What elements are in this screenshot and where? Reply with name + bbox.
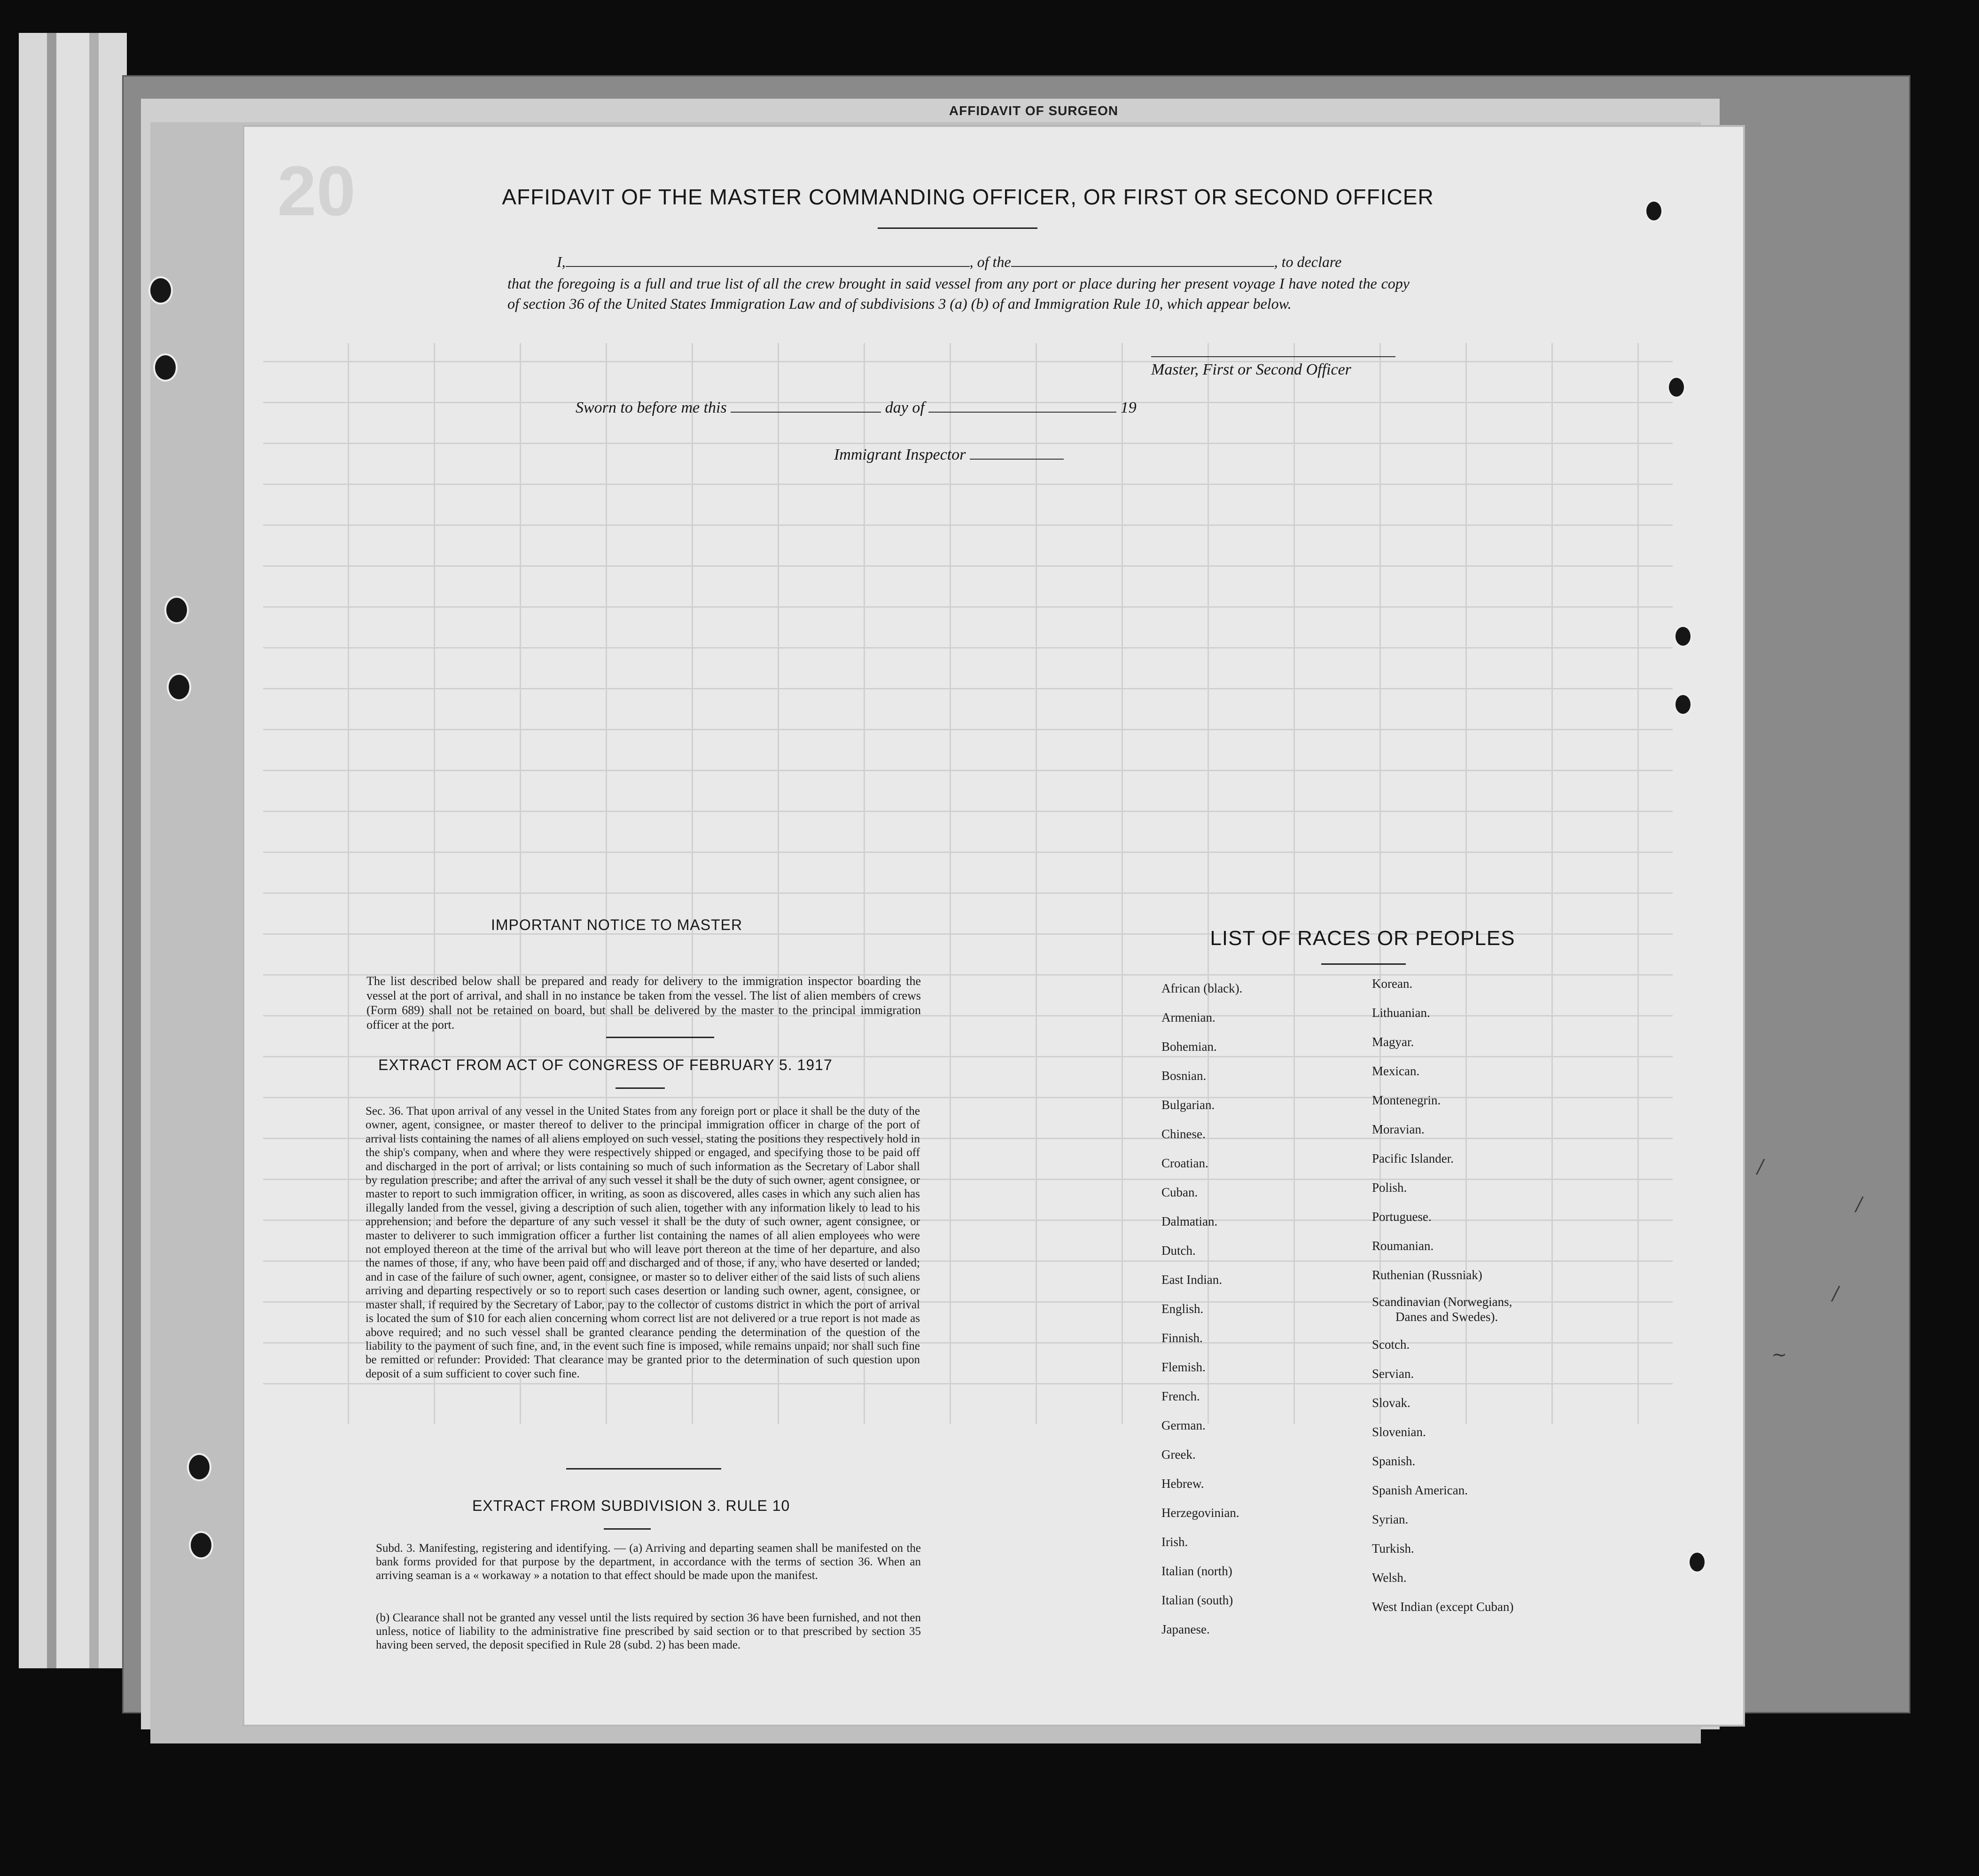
race-item: Hebrew.: [1161, 1477, 1204, 1491]
stacked-page-edges: [19, 33, 127, 1668]
race-item: Lithuanian.: [1372, 1006, 1430, 1020]
title-rule: [878, 227, 1037, 229]
race-item: Scandinavian (Norwegians,: [1372, 1295, 1512, 1309]
race-item: Montenegrin.: [1372, 1093, 1441, 1107]
day-of-text: day of: [885, 399, 925, 416]
race-item: Spanish American.: [1372, 1483, 1468, 1497]
race-item: Italian (north): [1161, 1564, 1232, 1578]
race-item: Polish.: [1372, 1180, 1407, 1195]
punch-hole: [164, 596, 189, 624]
punch-hole: [187, 1453, 211, 1481]
race-item: Danes and Swedes).: [1395, 1310, 1498, 1324]
race-item: Japanese.: [1161, 1622, 1210, 1636]
race-item: Ruthenian (Russniak): [1372, 1268, 1482, 1282]
race-item: Spanish.: [1372, 1454, 1416, 1468]
handwritten-mark: ~: [1771, 1344, 1787, 1366]
punch-hole: [1674, 693, 1692, 716]
header-label: AFFIDAVIT OF SURGEON: [949, 103, 1119, 118]
race-item-two-line: [1372, 1290, 1513, 1330]
race-item: Moravian.: [1372, 1122, 1425, 1136]
race-item: Flemish.: [1161, 1360, 1206, 1374]
race-item: East Indian.: [1161, 1273, 1222, 1287]
race-item: Slovak.: [1372, 1396, 1410, 1410]
to-declare-text: , to declare: [1274, 253, 1342, 270]
races-title: LIST OF RACES OR PEOPLES: [1210, 927, 1515, 950]
punch-hole: [189, 1531, 213, 1559]
signature-title: [1151, 356, 1395, 379]
handwritten-mark: /: [1757, 1156, 1764, 1178]
extract-rule-text-a: Subd. 3. Manifesting, registering and identifying. — (a) Arriving and departing seamen shall be manifested on the bank forms provided for that purpose by the department, in accordance with the terms of section 36. When an arriving seaman is a « workaway » a notation to that effect should be made upon the manifest.: [376, 1542, 921, 1582]
races-right-column: [1372, 969, 1513, 1621]
extract-act-text: Sec. 36. That upon arrival of any vessel in the United States from any foreign port or place it shall be the duty of the owner, agent, consignee, or master thereof to deliver to the principal immigration officer in charge of the port of arrival lists containing the names of all aliens employed on such vessel, stating the positions they respectively hold in the ship's company, when and where they were respectively shipped or engaged, and specifying those to be paid off and discharged in the port of arrival; or lists containing so much of such information as the Secretary of Labor shall by regulation prescribe; and after the arrival of any such vessel it shall be the duty of such owner, agent consignee, or master to report to such immigration officer, in writing, as soon as discovered, alles cases in which any such alien has illegally landed from the vessel, giving a description of such alien, together with any information likely to lead to his apprehension; and before the departure of any such vessel it shall be the duty of such owner, agent consignee, or master to deliverer to such immigration officer a further list containing the names of all alien employees who were not employed thereon at the time of the arrival but who will leave port thereon at the time of her departure, and also the names of those, if any, who have been paid off and discharged and of those, if any, who have deserted or landed; and in case of the failure of such owner, agent, consignee, or master so to deliver either of the said lists of such aliens arriving and departing respectively or so to report such cases desertion or landing such owner, agent, consignee, or master shall, if required by the Secretary of Labor, pay to the collector of customs district in which the port of arrival is located the sum of $10 for each alien concerning whom correct list are not delivered or a true report is not made as above required; and no such vessel shall be granted clearance pending the determination of the question of the liability to the payment of such fine, and, in the event such fine is imposed, while remains unpaid; nor shall such fine be remitted or refunder: Provided: That clearance may be granted prior to the determination of such question upon deposit of a sum sufficient to cover such fine.: [366, 1105, 920, 1380]
extract-rule-heading: EXTRACT FROM SUBDIVISION 3. RULE 10: [472, 1497, 790, 1514]
sworn-day-field[interactable]: [731, 399, 881, 413]
declaration-body: that the foregoing is a full and true list of all the crew brought in said vessel from any port or place during her present voyage I have noted the copy of section 36 of the United States Immigration Law and of subdivisions 3 (a) (b) of and Immigration Rule 10, which appear below.: [507, 275, 1410, 312]
extract-act-end-rule: [566, 1468, 721, 1470]
declaration-line: [557, 253, 1426, 271]
declarant-prefix: I,: [557, 253, 566, 270]
race-item: Cuban.: [1161, 1185, 1198, 1199]
race-item: Irish.: [1161, 1535, 1188, 1549]
sworn-line: [576, 399, 1137, 417]
race-item: Servian.: [1372, 1367, 1414, 1381]
race-item: Chinese.: [1161, 1127, 1206, 1141]
race-item: French.: [1161, 1389, 1200, 1403]
race-item: Bosnian.: [1161, 1069, 1207, 1083]
race-item: Scotch.: [1372, 1337, 1410, 1352]
race-item: Dutch.: [1161, 1243, 1196, 1258]
race-item: Magyar.: [1372, 1035, 1414, 1049]
sworn-month-field[interactable]: [928, 399, 1116, 413]
extract-act-heading: EXTRACT FROM ACT OF CONGRESS OF FEBRUARY 5. 1917: [378, 1056, 833, 1073]
declarant-name-field[interactable]: [566, 253, 970, 267]
inspector-signature-field[interactable]: [970, 446, 1064, 460]
races-left-column: [1161, 974, 1242, 1644]
page-number: 20: [277, 151, 356, 230]
race-item: German.: [1161, 1418, 1206, 1432]
extract-rule-text-b: (b) Clearance shall not be granted any vessel until the lists required by section 36 have been furnished, and not then unless, notice of liability to the administrative fine prescribed by said section or to that prescribed by section 35 having been served, the deposit specified in Rule 28 (subd. 2) has been made.: [376, 1611, 921, 1651]
race-item: Roumanian.: [1372, 1239, 1434, 1253]
handwritten-mark: /: [1856, 1194, 1862, 1215]
inspector-text: Immigrant Inspector: [834, 446, 966, 463]
race-item: Italian (south): [1161, 1593, 1233, 1607]
race-item: Syrian.: [1372, 1512, 1409, 1526]
race-item: Portuguese.: [1372, 1210, 1432, 1224]
race-item: Herzegovinian.: [1161, 1506, 1239, 1520]
notice-text: The list described below shall be prepared and ready for delivery to the immigration inspector boarding the vessel at the port of arrival, and shall in no instance be taken from the vessel. The list of alien members of crews (Form 689) shall not be retained on board, but shall be delivered by the master to the principal immigration officer at the port.: [366, 974, 921, 1032]
race-item: Greek.: [1161, 1447, 1196, 1462]
race-item: Welsh.: [1372, 1571, 1407, 1585]
signature-caption: Master, First or Second Officer: [1151, 361, 1351, 378]
punch-hole: [1674, 625, 1692, 648]
race-item: West Indian (except Cuban): [1372, 1600, 1514, 1614]
race-item: Slovenian.: [1372, 1425, 1426, 1439]
punch-hole: [1688, 1551, 1706, 1573]
extract-rule-rule: [604, 1528, 651, 1530]
of-the-text: , of the: [969, 253, 1011, 270]
year-prefix: 19: [1120, 399, 1137, 416]
race-item: Pacific Islander.: [1372, 1151, 1454, 1165]
punch-hole: [148, 276, 173, 305]
race-item: Korean.: [1372, 977, 1413, 991]
punch-hole: [1644, 200, 1663, 222]
race-item: English.: [1161, 1302, 1204, 1316]
race-item: Finnish.: [1161, 1331, 1203, 1345]
race-item: Turkish.: [1372, 1541, 1414, 1556]
affidavit-title: AFFIDAVIT OF THE MASTER COMMANDING OFFICER, OR FIRST OR SECOND OFFICER: [502, 185, 1434, 209]
handwritten-mark: /: [1832, 1283, 1839, 1305]
punch-hole: [153, 353, 178, 382]
vessel-name-field[interactable]: [1011, 253, 1274, 267]
race-item: Armenian.: [1161, 1010, 1215, 1024]
punch-hole: [1667, 376, 1686, 399]
inspector-line: [834, 446, 1064, 464]
race-item: Bohemian.: [1161, 1040, 1217, 1054]
race-item: Croatian.: [1161, 1156, 1208, 1170]
sworn-text: Sworn to before me this: [576, 399, 727, 416]
signature-field[interactable]: [1151, 356, 1395, 357]
notice-heading: IMPORTANT NOTICE TO MASTER: [491, 916, 743, 933]
race-item: Bulgarian.: [1161, 1098, 1215, 1112]
extract-act-rule: [616, 1087, 665, 1089]
race-item: Dalmatian.: [1161, 1214, 1218, 1228]
notice-rule: [606, 1037, 714, 1038]
race-item: Mexican.: [1372, 1064, 1420, 1078]
races-rule: [1321, 963, 1406, 965]
punch-hole: [167, 673, 191, 701]
race-item: African (black).: [1161, 981, 1243, 995]
